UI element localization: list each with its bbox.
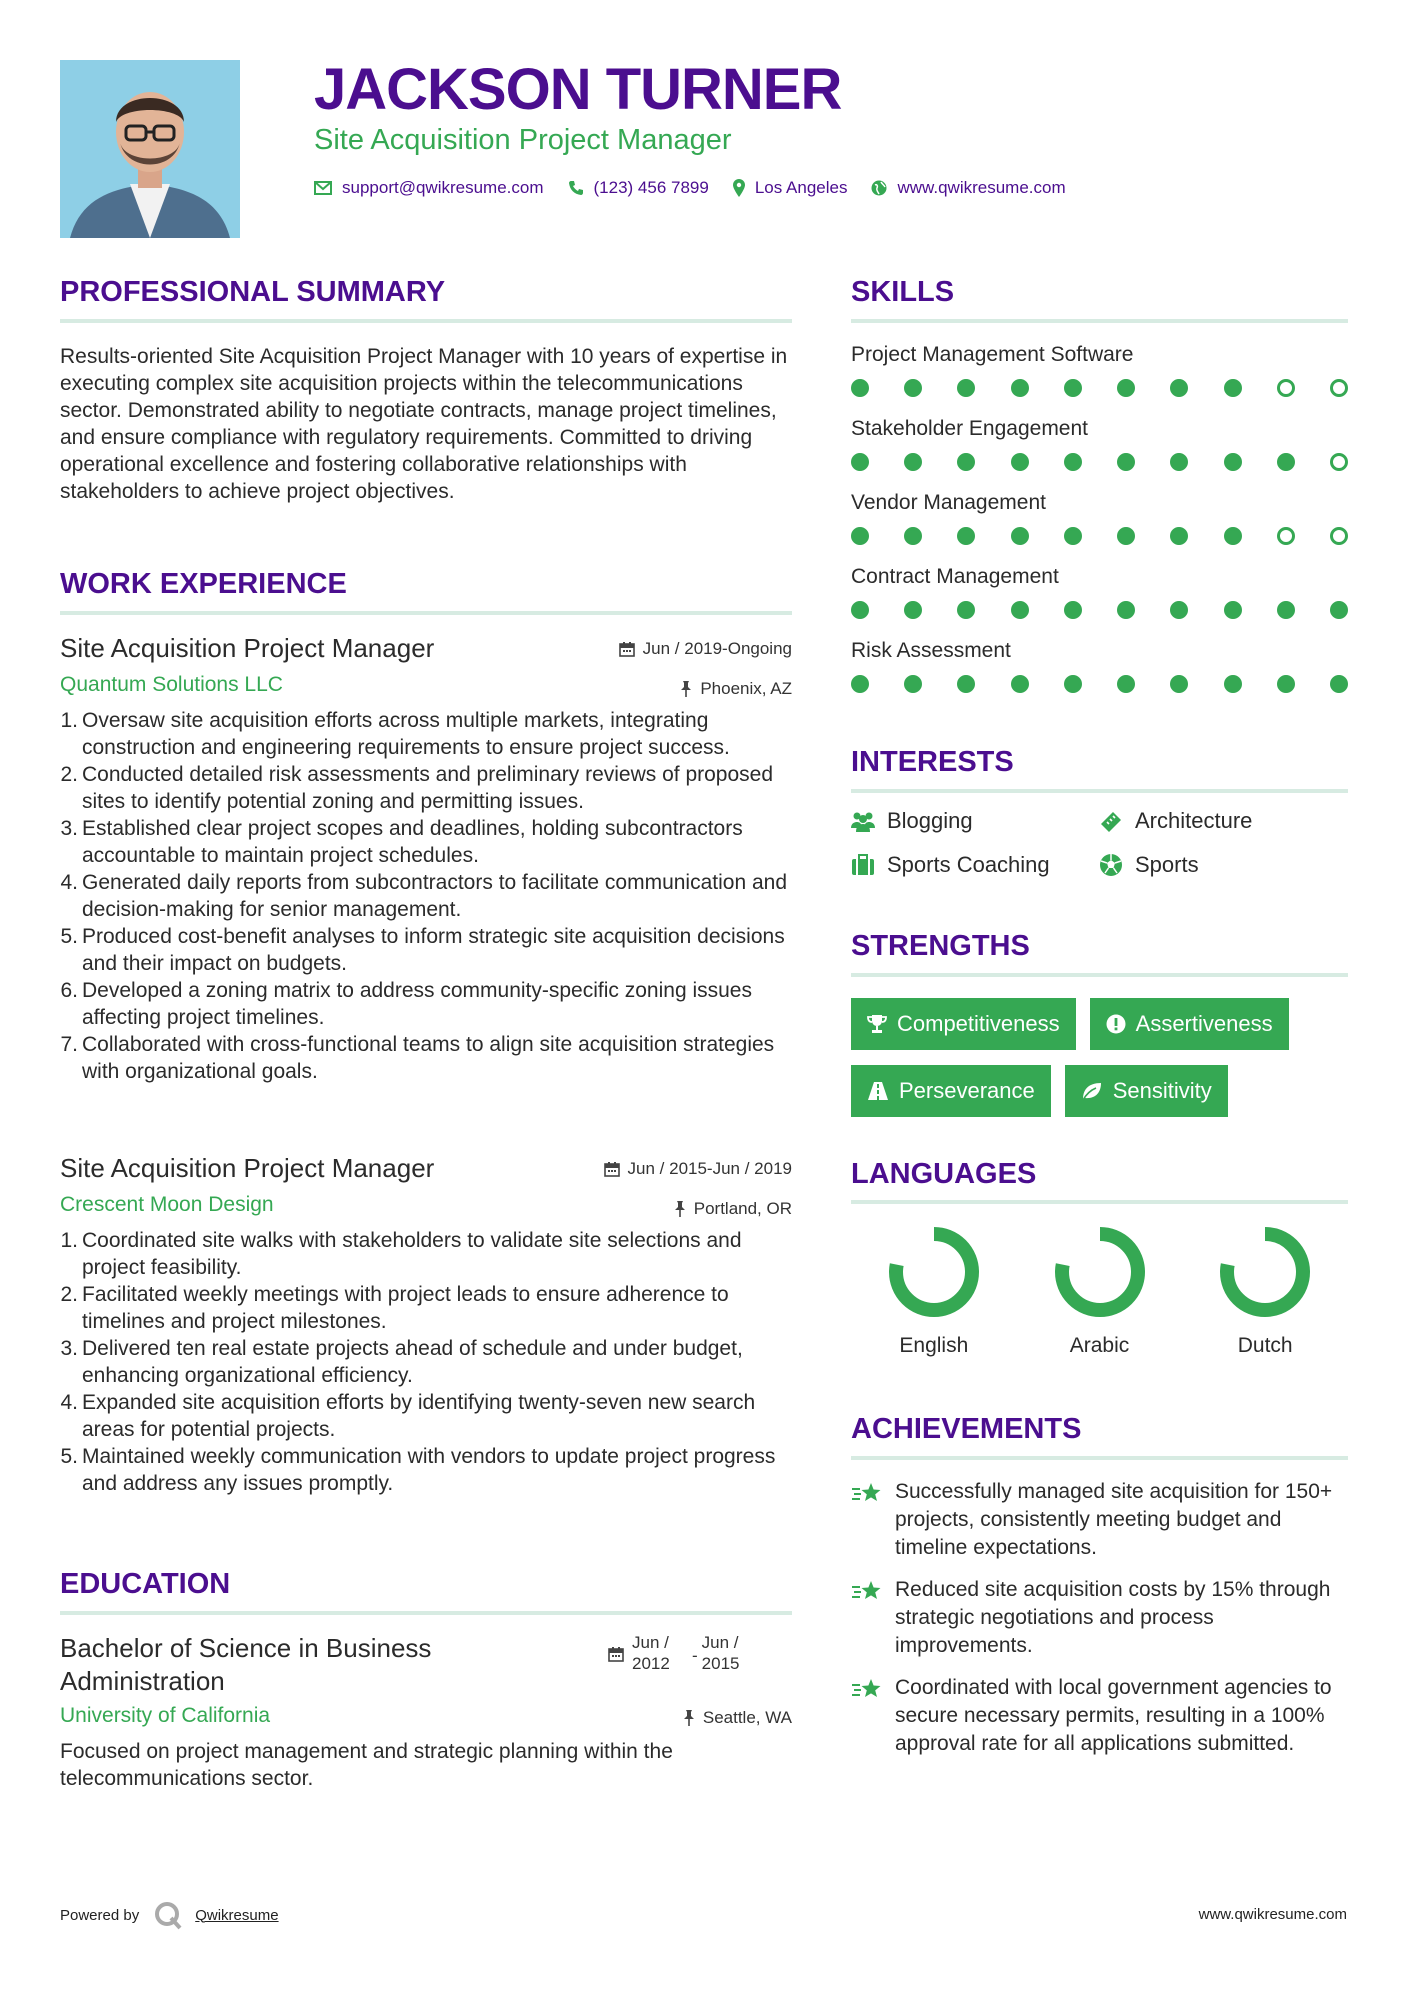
rating-dot-filled [904,453,922,471]
skills-heading: SKILLS [851,276,955,308]
profile-photo [60,60,240,238]
achievements-divider [851,1456,1348,1460]
languages-list [851,1224,1348,1358]
rating-dot-filled [1224,453,1242,471]
calendar-icon [619,641,635,657]
education-entry [60,1632,792,1792]
interest-item [851,808,1099,834]
rating-dot-filled [1117,527,1135,545]
rating-dot-empty [1330,379,1348,397]
education-text: Focused on project management and strategic planning within the telecommunications sector. [60,1740,673,1790]
calendar-icon [608,1646,624,1662]
rating-dot-filled [1117,379,1135,397]
bullet-item [60,1031,792,1085]
job-location-text: Portland, OR [693,1199,792,1218]
rating-dot-filled [1170,675,1188,693]
qwikresume-logo-icon [153,1900,183,1930]
briefcase-icon [851,854,875,876]
rating-dot-empty [1277,527,1295,545]
bullet-text: Facilitated weekly meetings with project leads to ensure adherence to timelines and project milestones. [82,1283,729,1333]
summary-text: Results-oriented Site Acquisition Project Manager with 10 years of expertise in executing complex site acquisition projects within the telecommunications sector. Demonstrated ability to negotiate contracts, manage project timelines, and ensure compliance with regulatory requirements. Committed to driving operational excellence and fostering collaborative relationships with stakeholders to achieve project objectives. [60,345,788,503]
achievements-heading: ACHIEVEMENTS [851,1413,1082,1445]
rating-dot-filled [1011,527,1029,545]
bullet-item [60,1335,792,1389]
interests-grid [851,808,1348,878]
bullet-text: Collaborated with cross-functional teams to align site acquisition strategies with organizational goals. [82,1033,775,1083]
interest-label: Sports [1135,852,1199,877]
job-location [680,679,792,699]
interest-item [1099,852,1348,878]
strengths-divider [851,973,1348,977]
rating-dot-filled [904,527,922,545]
language-proficiency-arc [896,1234,972,1310]
rating-dot-filled [1011,379,1029,397]
trophy-icon [867,1014,887,1034]
interest-item [851,852,1099,878]
skill-item [851,565,1348,619]
skill-rating [851,675,1348,693]
footer-website[interactable]: www.qwikresume.com [1198,1906,1347,1923]
rating-dot-filled [1011,675,1029,693]
bullet-item [60,761,792,815]
skill-rating [851,527,1348,545]
strength-badge [1090,998,1289,1050]
bullet-text: Expanded site acquisition efforts by identifying twenty-seven new search areas for potential projects. [82,1391,756,1441]
education-location [683,1708,792,1728]
skill-item [851,343,1348,397]
contact-email[interactable] [314,178,544,198]
bullet-item [60,1227,792,1281]
skills-list [851,343,1348,713]
job-title: Site Acquisition Project Manager [60,1153,435,1183]
candidate-name: JACKSON TURNER [314,57,842,122]
education-heading: EDUCATION [60,1568,231,1600]
language-proficiency-arc [1227,1234,1303,1310]
strength-label: Competitiveness [897,1011,1060,1036]
achievements-list [851,1478,1348,1772]
bullet-number: 7. [60,1033,78,1056]
rating-dot-filled [1064,453,1082,471]
strength-label: Perseverance [899,1078,1035,1103]
education-date-start: Jun / 2012 [632,1633,670,1673]
rating-dot-filled [1011,601,1029,619]
rating-dot-filled [1064,675,1082,693]
education-divider [60,1611,792,1615]
profile-photo-illustration [60,60,240,238]
rating-dot-filled [904,601,922,619]
powered-by-text: Powered by [60,1906,140,1924]
language-name: English [899,1334,969,1357]
map-pin-icon [733,179,745,197]
rating-dot-filled [1170,601,1188,619]
rating-dot-filled [1330,601,1348,619]
bullet-number: 5. [60,1445,78,1468]
bullet-item [60,1389,792,1443]
rating-dot-filled [1277,601,1295,619]
language-item [1182,1224,1348,1358]
job-company: Quantum Solutions LLC [60,673,283,696]
skill-rating [851,453,1348,471]
rating-dot-filled [1064,527,1082,545]
skill-name: Vendor Management [851,491,1046,514]
interests-heading: INTERESTS [851,746,1014,778]
rating-dot-filled [1224,675,1242,693]
bullet-text: Delivered ten real estate projects ahead of schedule and under budget, enhancing organizational efficiency. [82,1337,743,1387]
bullet-number: 3. [60,817,78,840]
language-name: Dutch [1237,1334,1293,1357]
bullet-number: 4. [60,1391,78,1414]
job-date-text: Jun / 2019-Ongoing [642,639,792,658]
contact-location-text: Los Angeles [754,178,848,197]
interest-label: Architecture [1135,808,1253,833]
contact-website[interactable] [871,178,1065,198]
achievement-text: Reduced site acquisition costs by 15% through strategic negotiations and process improvements. [895,1578,1331,1657]
bullet-text: Established clear project scopes and deadlines, holding subcontractors accountable to maintain project schedules. [82,817,743,867]
education-location-text: Seattle, WA [702,1708,792,1727]
job-date-text: Jun / 2015-Jun / 2019 [627,1159,792,1178]
bullet-item [60,923,792,977]
rating-dot-filled [1117,601,1135,619]
bullet-number: 4. [60,871,78,894]
rating-dot-filled [904,379,922,397]
summary-heading: PROFESSIONAL SUMMARY [60,276,446,308]
rating-dot-empty [1277,379,1295,397]
contact-phone[interactable] [568,178,709,198]
users-icon [851,810,875,832]
bullet-item [60,707,792,761]
achievement-item [851,1674,1348,1758]
contact-email-text: support@qwikresume.com [342,178,544,197]
interests-divider [851,789,1348,793]
bullet-text: Developed a zoning matrix to address community-specific zoning issues affecting project timelines. [82,979,752,1029]
bullet-number: 5. [60,925,78,948]
rating-dot-filled [1330,675,1348,693]
language-name: Arabic [1069,1334,1130,1357]
job-date [604,1159,792,1179]
shooting-star-icon [851,1480,883,1506]
job-title: Site Acquisition Project Manager [60,633,435,663]
calendar-icon [604,1161,620,1177]
rating-dot-filled [851,601,869,619]
skill-rating [851,601,1348,619]
shooting-star-icon [851,1676,883,1702]
education-date-end: Jun / 2015 [701,1633,740,1673]
job-entry-1 [60,633,792,1085]
rating-dot-filled [851,453,869,471]
contact-website-text: www.qwikresume.com [897,178,1066,197]
skills-divider [851,319,1348,323]
ruler-icon [1099,810,1123,832]
rating-dot-filled [1224,379,1242,397]
interest-label: Blogging [887,808,973,833]
rating-dot-filled [1170,527,1188,545]
rating-dot-filled [1170,379,1188,397]
skill-item [851,417,1348,471]
language-proficiency-ring [1217,1224,1313,1320]
bullet-text: Coordinated site walks with stakeholders to validate site selections and project feasibility. [82,1229,742,1279]
qwikresume-link[interactable]: Qwikresume [195,1906,279,1924]
job-entry-2 [60,1153,792,1497]
rating-dot-filled [851,379,869,397]
job-company: Crescent Moon Design [60,1193,274,1216]
bullet-number: 1. [60,709,78,732]
language-item [1017,1224,1183,1358]
leaf-icon [1081,1081,1103,1101]
rating-dot-empty [1330,453,1348,471]
footer-powered-by [60,1900,279,1930]
pushpin-icon [683,1710,695,1726]
work-divider [60,611,792,615]
shooting-star-icon [851,1578,883,1604]
language-item [851,1224,1017,1358]
rating-dot-filled [957,453,975,471]
language-proficiency-arc [1062,1234,1138,1310]
rating-dot-filled [1224,601,1242,619]
bullet-number: 3. [60,1337,78,1360]
skill-name: Risk Assessment [851,639,1011,662]
rating-dot-filled [1170,453,1188,471]
contact-bar [314,178,1090,198]
job-location-text: Phoenix, AZ [700,679,792,698]
rating-dot-filled [1224,527,1242,545]
interest-label: Sports Coaching [887,852,1050,877]
strength-label: Sensitivity [1112,1078,1212,1103]
bullet-text: Oversaw site acquisition efforts across multiple markets, integrating construction and engineering requirements to ensure project success. [82,709,730,759]
bullet-number: 2. [60,1283,78,1306]
strength-badge [851,998,1076,1050]
bullet-text: Maintained weekly communication with vendors to update project progress and address any issues promptly. [82,1445,776,1495]
road-icon [867,1081,889,1101]
rating-dot-filled [957,675,975,693]
skill-name: Project Management Software [851,343,1134,366]
job-location [674,1199,792,1219]
strength-badge [1065,1065,1228,1117]
job-bullets [60,707,792,1085]
bullet-text: Produced cost-benefit analyses to inform strategic site acquisition decisions and their impact on budgets. [82,925,785,975]
strength-badge [851,1065,1051,1117]
soccer-ball-icon [1099,853,1123,877]
school-name: University of California [60,1704,271,1727]
bullet-number: 6. [60,979,78,1002]
skill-name: Contract Management [851,565,1059,588]
envelope-icon [314,181,332,195]
phone-icon [568,180,584,196]
strength-label: Assertiveness [1135,1011,1273,1036]
achievement-item [851,1478,1348,1562]
bullet-item [60,1443,792,1497]
bullet-number: 1. [60,1229,78,1252]
interest-item [1099,808,1348,834]
rating-dot-filled [957,601,975,619]
work-heading: WORK EXPERIENCE [60,568,347,600]
achievement-text: Coordinated with local government agencies to secure necessary permits, resulting in a 100% approval rate for all applications submitted. [895,1676,1332,1755]
rating-dot-filled [1277,675,1295,693]
rating-dot-filled [1277,453,1295,471]
summary-divider [60,319,792,323]
languages-divider [851,1200,1348,1204]
strengths-list [851,998,1348,1132]
language-proficiency-ring [886,1224,982,1320]
rating-dot-empty [1330,527,1348,545]
rating-dot-filled [904,675,922,693]
education-date-separator: - [692,1646,698,1665]
language-proficiency-ring [1052,1224,1148,1320]
globe-icon [871,180,887,196]
degree-title: Bachelor of Science in Business Administration [60,1633,432,1696]
skill-name: Stakeholder Engagement [851,417,1088,440]
languages-heading: LANGUAGES [851,1158,1037,1190]
rating-dot-filled [851,675,869,693]
exclamation-icon [1106,1014,1126,1034]
pushpin-icon [674,1201,686,1217]
candidate-title: Site Acquisition Project Manager [314,124,732,156]
education-date [608,1632,762,1674]
job-bullets [60,1227,792,1497]
rating-dot-filled [957,379,975,397]
contact-phone-text: (123) 456 7899 [593,178,709,197]
bullet-item [60,815,792,869]
skill-item [851,639,1348,693]
pushpin-icon [680,681,692,697]
rating-dot-filled [1117,675,1135,693]
skill-rating [851,379,1348,397]
bullet-item [60,1281,792,1335]
bullet-number: 2. [60,763,78,786]
rating-dot-filled [851,527,869,545]
rating-dot-filled [1117,453,1135,471]
rating-dot-filled [1064,601,1082,619]
strengths-heading: STRENGTHS [851,930,1030,962]
achievement-text: Successfully managed site acquisition for 150+ projects, consistently meeting budget and timeline expectations. [895,1480,1333,1559]
contact-location [733,178,848,198]
achievement-item [851,1576,1348,1660]
bullet-text: Generated daily reports from subcontractors to facilitate communication and decision-making for senior management. [82,871,788,921]
rating-dot-filled [1064,379,1082,397]
rating-dot-filled [1011,453,1029,471]
rating-dot-filled [957,527,975,545]
bullet-text: Conducted detailed risk assessments and preliminary reviews of proposed sites to identify potential zoning and permitting issues. [82,763,774,813]
bullet-item [60,977,792,1031]
skill-item [851,491,1348,545]
job-date [619,639,792,659]
bullet-item [60,869,792,923]
